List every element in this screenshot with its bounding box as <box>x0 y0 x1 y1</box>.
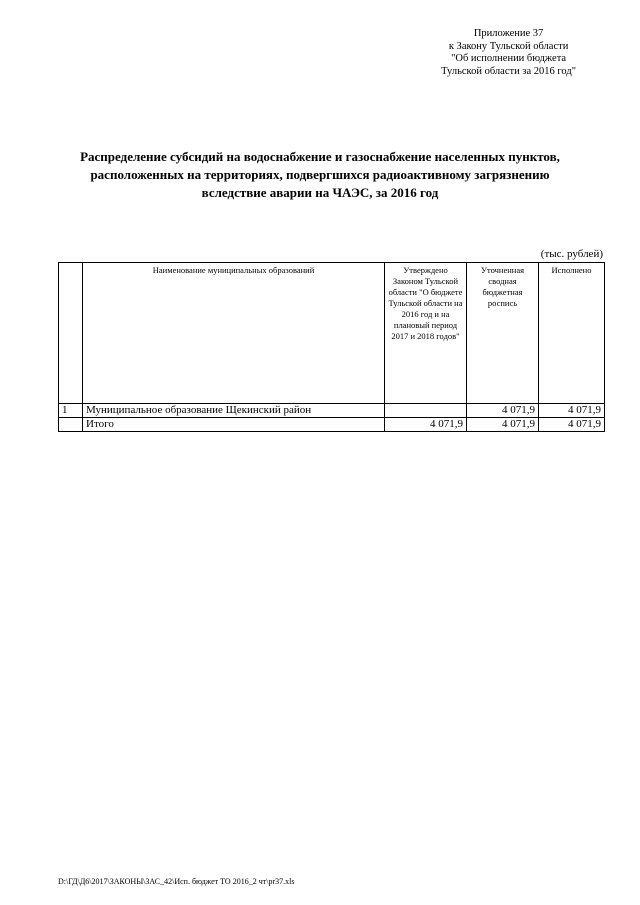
total-executed: 4 071,9 <box>539 418 605 432</box>
subsidy-table <box>58 262 605 432</box>
table-header-row <box>59 263 605 404</box>
row-index: 1 <box>59 404 83 418</box>
appendix-line-1: Приложение 37 <box>473 28 544 39</box>
appendix-header <box>441 28 576 78</box>
header-refined: Уточненная сводная бюджетная роспись <box>467 263 539 404</box>
header-approved: Утверждено Законом Тульской области "О бюджете Тульской области на 2016 год и на плановый период 2017 и 2018 годов" <box>385 263 467 404</box>
appendix-line-2: к Закону Тульской области <box>448 40 569 52</box>
document-title <box>40 148 600 202</box>
table-row <box>59 404 605 418</box>
title-line-2: расположенных на территориях, подвергшихся радиоактивному загрязнению <box>90 167 550 182</box>
row-approved <box>385 404 467 418</box>
total-refined: 4 071,9 <box>467 418 539 432</box>
appendix-line-3: "Об исполнении бюджета <box>451 53 567 64</box>
title-line-3: вследствие аварии на ЧАЭС, за 2016 год <box>201 185 439 200</box>
row-refined: 4 071,9 <box>467 404 539 418</box>
appendix-line-4: Тульской области за 2016 год" <box>441 65 576 77</box>
row-name: Муниципальное образование Щекинский район <box>83 404 385 418</box>
header-index <box>59 263 83 404</box>
file-path-footer: D:\ГД\Д6\2017\ЗАКОНЫ\ЗАС_42\Исп. бюджет ТО 2016_2 чт\pr37.xls <box>58 877 295 886</box>
header-executed: Исполнено <box>539 263 605 404</box>
row-executed: 4 071,9 <box>539 404 605 418</box>
total-row <box>59 418 605 432</box>
title-line-1: Распределение субсидий на водоснабжение и газоснабжение населенных пунктов, <box>80 149 560 164</box>
total-index <box>59 418 83 432</box>
total-approved: 4 071,9 <box>385 418 467 432</box>
header-name: Наименование муниципальных образований <box>83 263 385 404</box>
total-name: Итого <box>83 418 385 432</box>
units-label: (тыс. рублей) <box>540 248 603 260</box>
